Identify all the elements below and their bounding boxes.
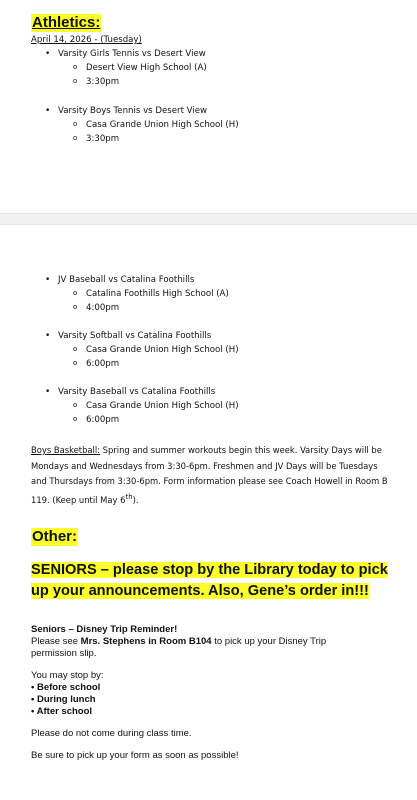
event-title: • Varsity Boys Tennis vs Desert View xyxy=(58,106,207,117)
page-break xyxy=(0,213,417,225)
stop-by-label: You may stop by: xyxy=(31,670,104,681)
event-time: o 3:30pm xyxy=(86,77,119,88)
no-class-note: Please do not come during class time. xyxy=(31,728,192,739)
event-location: o Desert View High School (A) xyxy=(86,63,207,74)
disney-instruction xyxy=(31,636,391,648)
event-location: o Casa Grande Union High School (H) xyxy=(86,120,239,131)
event-location: o Catalina Foothills High School (A) xyxy=(86,289,229,300)
event-time: o 6:00pm xyxy=(86,415,119,426)
stop-option: • After school xyxy=(31,706,391,718)
boys-basketball-text: Spring and summer workouts begin this week. Varsity Days will be Mondays and Wednesdays from 3:30-6pm. Freshmen and JV Days will be Tuesdays and Thursdays from 3:30-6pm. Form information please see Coach Howell in Room B 119. (Keep until May 6 xyxy=(31,445,388,505)
boys-basketball-label: Boys Basketball: xyxy=(31,445,101,455)
event-title: • Varsity Girls Tennis vs Desert View xyxy=(58,49,206,60)
seniors-notice-text: SENIORS – please stop by the Library today to pick up your announcements. Also, Gene’s order in!!! xyxy=(31,562,388,599)
instruction-location: Mrs. Stephens in Room B104 xyxy=(80,636,212,647)
seniors-notice xyxy=(31,560,391,602)
other-heading: Other: xyxy=(32,528,77,545)
boys-basketball-end: ). xyxy=(132,494,139,505)
stop-option: • Before school xyxy=(31,682,391,694)
superscript-suffix: th xyxy=(125,492,133,501)
event-title: • Varsity Baseball vs Catalina Foothills xyxy=(58,387,215,398)
event-location: o Casa Grande Union High School (H) xyxy=(86,345,239,356)
asap-note: Be sure to pick up your form as soon as possible! xyxy=(31,750,239,761)
event-time: o 6:00pm xyxy=(86,359,119,370)
disney-title: Seniors – Disney Trip Reminder! xyxy=(31,624,178,635)
stop-option: • During lunch xyxy=(31,694,391,706)
stop-options xyxy=(31,682,391,718)
event-time: o 3:30pm xyxy=(86,134,119,145)
event-title: • Varsity Softball vs Catalina Foothills xyxy=(58,331,211,342)
document-page-1 xyxy=(0,0,417,213)
event-location: o Casa Grande Union High School (H) xyxy=(86,401,239,412)
athletics-heading: Athletics: xyxy=(32,14,101,31)
event-date: April 14, 2026 - (Tuesday) xyxy=(31,35,142,45)
event-time: o 4:00pm xyxy=(86,303,119,314)
disney-instruction-cont: permission slip. xyxy=(31,648,97,659)
event-title: • JV Baseball vs Catalina Foothills xyxy=(58,275,194,286)
disney-reminder xyxy=(31,624,391,762)
instruction-text-end: to pick up your Disney Trip xyxy=(211,636,327,647)
boys-basketball-paragraph xyxy=(31,443,393,508)
instruction-text: Please see xyxy=(31,636,81,647)
